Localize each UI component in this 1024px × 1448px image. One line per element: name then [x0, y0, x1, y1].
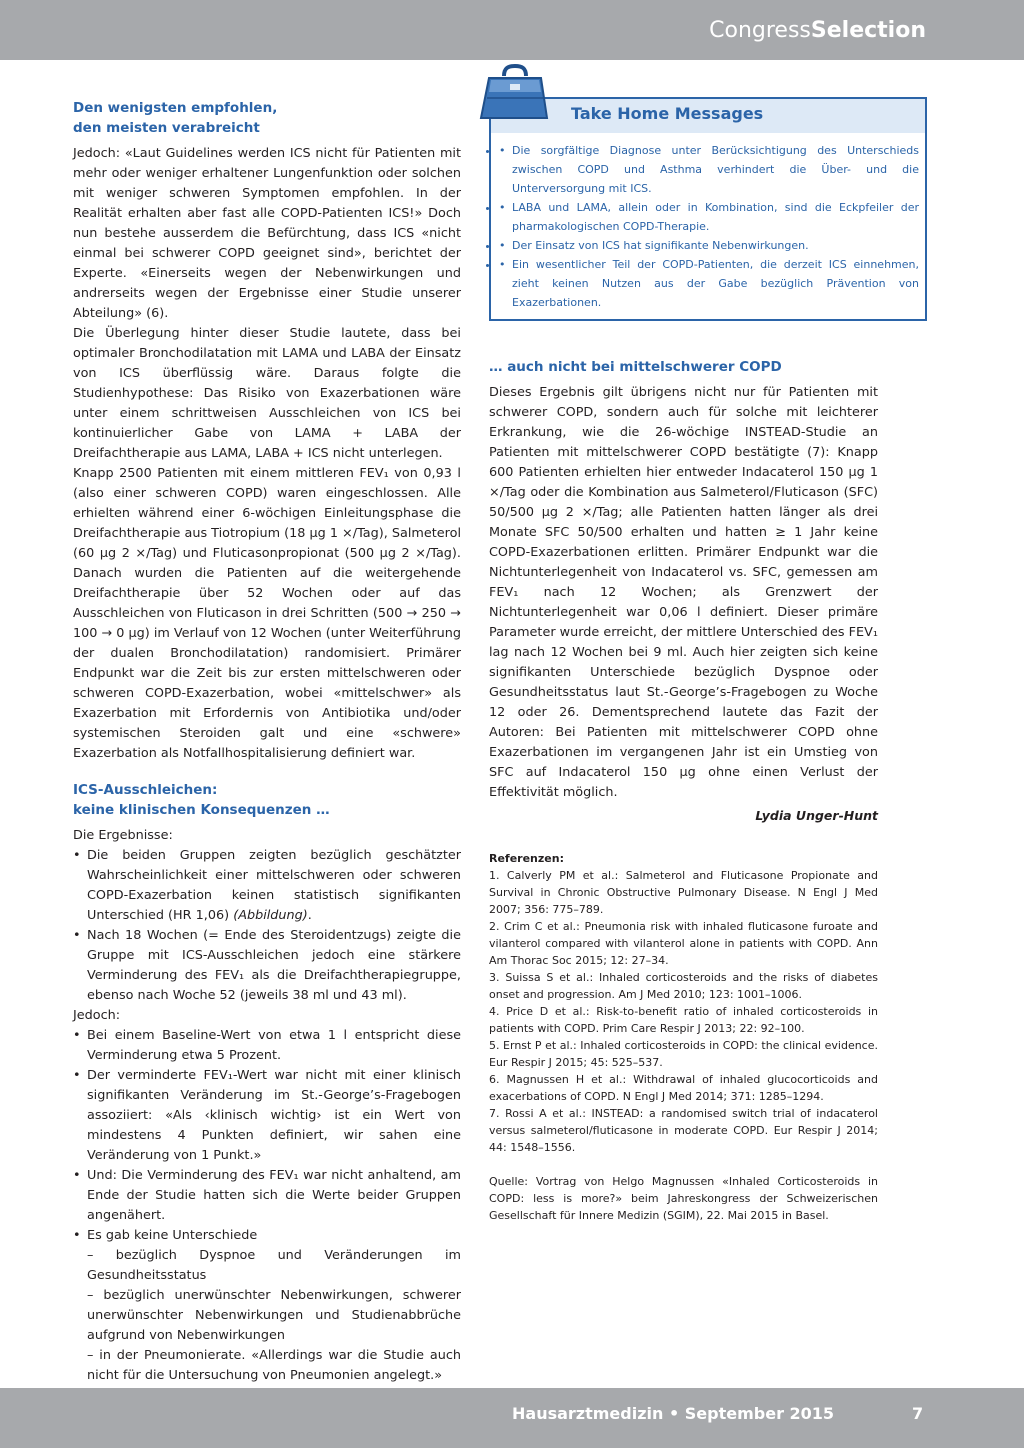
section-heading-2 — [73, 780, 461, 820]
source-note: Quelle: Vortrag von Helgo Magnussen «Inhaled Corticosteroids in COPD: less is more?» beim Jahreskongress der Schweizerischen Gesellschaft für Innere Medizin (SGIM), 22. Mai 2015 in Basel. — [489, 1175, 878, 1222]
however-label: Jedoch: — [73, 1008, 121, 1023]
take-home-title: Take Home Messages — [571, 104, 764, 123]
brand-regular: Congress — [709, 18, 811, 43]
medical-bag-icon — [477, 62, 553, 122]
footer-band — [0, 1388, 1024, 1448]
list-item-text: Die beiden Gruppen zeigten bezüglich geschätzter Wahrscheinlichkeit einer mittelschweren oder schweren COPD-Exazerbation keinen statistisch signifikanten Unterschied (HR 1,06) — [87, 848, 461, 923]
figure-reference: (Abbildung) — [233, 908, 308, 923]
take-home-list — [499, 141, 919, 312]
references-title: Referenzen: — [489, 852, 564, 865]
results-list — [73, 846, 461, 1006]
author-name: Lydia Unger-Hunt — [755, 808, 878, 823]
paragraph: Die Überlegung hinter dieser Studie lautete, dass bei optimaler Bronchodilatation mit LAMA und LABA der Einsatz von ICS überflüssig wäre. Daraus folgte die Studienhypothese: Das Risiko von Exazerbationen wäre unter einem schrittweisen Ausschleichen von ICS bei kontinuierlicher Gabe von LAMA + LABA der Dreifachtherapie aus LAMA, LABA + ICS nicht unterlegen. — [73, 326, 461, 461]
header-band — [0, 0, 1024, 60]
reference-item: 6. Magnussen H et al.: Withdrawal of inhaled glucocorticoids and exacerbations of COPD. N Engl J Med 2014; 371: 1285–1294. — [489, 1073, 878, 1103]
however-list — [73, 1026, 461, 1386]
list-item: • Die beiden Gruppen zeigten bezüglich geschätzter Wahrscheinlichkeit einer mittelschweren oder schweren COPD-Exazerbation keinen statistisch signifikanten Unterschied (HR 1,06) (Abbildung). — [73, 848, 461, 923]
references — [489, 850, 878, 1224]
list-item: • Der verminderte FEV₁-Wert war nicht mit einer klinisch signifikanten Veränderung im St.-George’s-Fragebogen assoziiert: «Als ‹klinisch wichtig› ist ein Wert von mindestens 4 Punkten definiert, wir sahen eine Veränderung von 1 Punkt.» — [73, 1068, 461, 1163]
list-item: • Es gab keine Unterschiede – bezüglich Dyspnoe und Veränderungen im Gesundheitsstatus – bezüglich unerwünschter Nebenwirkungen, schwerer unerwünschter Nebenwirkungen und Studienabbrüche aufgrund von Nebenwirkungen – in der Pneumonierate. «Allerdings war die Studie auch nicht für die Untersuchung von Pneumonien angelegt.» — [73, 1226, 461, 1386]
take-home-item: • • Ein wesentlicher Teil der COPD-Patienten, die derzeit ICS einnehmen, zieht keinen Nutzen aus der Gabe bezüglich Prävention von Exazerbationen. — [499, 255, 919, 312]
list-item: • Bei einem Baseline-Wert von etwa 1 l entspricht diese Verminderung etwa 5 Prozent. — [73, 1028, 461, 1063]
list-item: • Und: Die Verminderung des FEV₁ war nicht anhaltend, am Ende der Studie hatten sich die Werte beider Gruppen angenähert. — [73, 1168, 461, 1223]
take-home-body — [491, 133, 925, 319]
section-heading-1 — [73, 98, 461, 138]
list-item-text: Bei einem Baseline-Wert von etwa 1 l entspricht diese Verminderung etwa 5 Prozent. — [87, 1028, 461, 1063]
sub-item: – bezüglich unerwünschter Nebenwirkungen, schwerer unerwünschter Nebenwirkungen und Studienabbrüche aufgrund von Nebenwirkungen — [87, 1288, 461, 1343]
list-item-text: Es gab keine Unterschiede — [87, 1228, 258, 1243]
take-home-box — [489, 97, 927, 321]
reference-item: 5. Ernst P et al.: Inhaled corticosteroids in COPD: the clinical evidence. Eur Respir J 2015; 45: 525–537. — [489, 1039, 878, 1069]
paragraph: Dieses Ergebnis gilt übrigens nicht nur für Patienten mit schwerer COPD, sondern auch für solche mit leichterer Erkrankung, wie die 26-wöchige INSTEAD-Studie an Patienten mit mittelschwerer COPD bestätigte (7): Knapp 600 Patienten erhielten hier entweder Indacaterol 150 µg 1 ×/Tag oder die Kombination aus Salmeterol/Fluticason (SFC) 50/500 µg 2 ×/Tag; alle Patienten hatten länger als drei Monate SFC 50/500 erhalten und hatten ≥ 1 Jahr keine COPD-Exazerbationen erlitten. Primärer Endpunkt war die Nichtunterlegenheit von Indacaterol vs. SFC, gemessen am FEV₁ nach 12 Wochen; als Grenzwert der Nichtunterlegenheit war 0,06 l definiert. Dieser primäre Parameter wurde erreicht, der mittlere Unterschied des FEV₁ lag nach 12 Wochen bei 9 ml. Auch hier zeigten sich keine signifikanten Unterschiede bezüglich Dyspnoe oder Gesundheitsstatus laut St.-George’s-Fragebogen zu Woche 12 oder 26. Dementsprechend lautete das Fazit der Autoren: Bei Patienten mit mittelschwerer COPD ohne Exazerbationen im vergangenen Jahr ist ein Umstieg von SFC auf Indacaterol 150 µg ohne einen Verlust der Effektivität möglich. — [489, 385, 878, 800]
reference-item: 3. Suissa S et al.: Inhaled corticosteroids and the risks of diabetes onset and progression. Am J Med 2010; 123: 1001–1006. — [489, 971, 878, 1001]
paragraph: Jedoch: «Laut Guidelines werden ICS nicht für Patienten mit mehr oder weniger erhaltener Lungenfunktion oder solchen mit weniger schweren Symptomen empfohlen. In der Realität erhalten aber fast alle COPD-Patienten ICS!» Doch nun bestehe ausserdem die Befürchtung, dass ICS «nicht einmal bei schwerer COPD geeignet sind», berichtet der Experte. «Einerseits wegen der Nebenwirkungen und andrerseits wegen der Ergebnisse einer Studie unserer Abteilung» (6). — [73, 146, 461, 321]
right-column — [489, 357, 878, 1224]
take-home-item: • • Der Einsatz von ICS hat signifikante Nebenwirkungen. — [499, 236, 919, 255]
reference-item: 7. Rossi A et al.: INSTEAD: a randomised switch trial of indacaterol versus salmeterol/fluticasone in moderate COPD. Eur Respir J 2014; 44: 1548–1556. — [489, 1107, 878, 1154]
take-home-title-band — [491, 99, 925, 131]
list-item: • Nach 18 Wochen (= Ende des Steroidentzugs) zeigte die Gruppe mit ICS-Ausschleichen jedoch eine stärkere Verminderung des FEV₁ als die Dreifachtherapiegruppe, ebenso nach Woche 52 (jeweils 38 ml und 43 ml). — [73, 928, 461, 1003]
list-item-text: Nach 18 Wochen (= Ende des Steroidentzugs) zeigte die Gruppe mit ICS-Ausschleichen jedoch eine stärkere Verminderung des FEV₁ als die Dreifachtherapiegruppe, ebenso nach Woche 52 (jeweils 38 ml und 43 ml). — [87, 928, 461, 1003]
reference-item: 4. Price D et al.: Risk-to-benefit ratio of inhaled corticosteroids in patients with COPD. Prim Care Respir J 2013; 22: 92–100. — [489, 1005, 878, 1035]
paragraph: Knapp 2500 Patienten mit einem mittleren FEV₁ von 0,93 l (also einer schweren COPD) waren eingeschlossen. Alle erhielten während einer 6-wöchigen Einleitungsphase die Dreifachtherapie aus Tiotropium (18 µg 1 ×/Tag), Salmeterol (60 µg 2 ×/Tag) und Fluticasonpropionat (500 µg 2 ×/Tag). Danach wurden die Patienten auf die weitergehende Dreifachtherapie über 52 Wochen oder auf das Ausschleichen von Fluticason in drei Schritten (500 → 250 → 100 → 0 µg) im Verlauf von 12 Wochen (unter Weiterführung der dualen Bronchodilatation) randomisiert. Primärer Endpunkt war die Zeit bis zur ersten mittelschweren oder schweren COPD-Exazerbation, wobei «mittelschwer» als Exazerbation mit Erfordernis von Antibiotika und/oder systemischen Steroiden galt und eine «schwere» Exazerbation als Notfallhospitalisierung definiert war. — [73, 466, 461, 761]
page-number: 7 — [912, 1404, 924, 1423]
list-item-text: Und: Die Verminderung des FEV₁ war nicht anhaltend, am Ende der Studie hatten sich die Werte beider Gruppen angenähert. — [87, 1168, 461, 1223]
section-heading-3: … auch nicht bei mittelschwerer COPD — [489, 359, 782, 375]
list-item-text: Der verminderte FEV₁-Wert war nicht mit einer klinisch signifikanten Veränderung im St.-George’s-Fragebogen assoziiert: «Als ‹klinisch wichtig› ist ein Wert von mindestens 4 Punkten definiert, wir sahen eine Veränderung von 1 Punkt.» — [87, 1068, 461, 1163]
results-intro: Die Ergebnisse: — [73, 828, 173, 843]
left-column — [73, 98, 461, 1386]
take-home-item: • • LABA und LAMA, allein oder in Kombination, sind die Eckpfeiler der pharmakologischen COPD-Therapie. — [499, 198, 919, 236]
section-2 — [73, 780, 461, 1386]
heading-line: ICS-Ausschleichen: — [73, 782, 218, 798]
congress-selection-brand — [709, 16, 926, 46]
heading-line: den meisten verabreicht — [73, 120, 260, 136]
heading-line: keine klinischen Konsequenzen … — [73, 802, 330, 818]
sub-item: – bezüglich Dyspnoe und Veränderungen im Gesundheitsstatus — [87, 1248, 461, 1283]
brand-bold: Selection — [810, 18, 926, 43]
heading-line: Den wenigsten empfohlen, — [73, 100, 278, 116]
reference-item: 2. Crim C et al.: Pneumonia risk with inhaled fluticasone furoate and vilanterol compared with vilanterol alone in patients with COPD. Ann Am Thorac Soc 2015; 12: 27–34. — [489, 920, 878, 967]
take-home-item: • • Die sorgfältige Diagnose unter Berücksichtigung des Unterschieds zwischen COPD und Asthma verhindert die Über- und die Unterversorgung mit ICS. — [499, 141, 919, 198]
reference-item: 1. Calverly PM et al.: Salmeterol and Fluticasone Propionate and Survival in Chronic Obstructive Pulmonary Disease. N Engl J Med 2007; 356: 775–789. — [489, 869, 878, 916]
journal-issue: Hausarztmedizin • September 2015 — [512, 1404, 835, 1423]
sub-item: – in der Pneumonierate. «Allerdings war die Studie auch nicht für die Untersuchung von Pneumonien angelegt.» — [87, 1348, 461, 1383]
